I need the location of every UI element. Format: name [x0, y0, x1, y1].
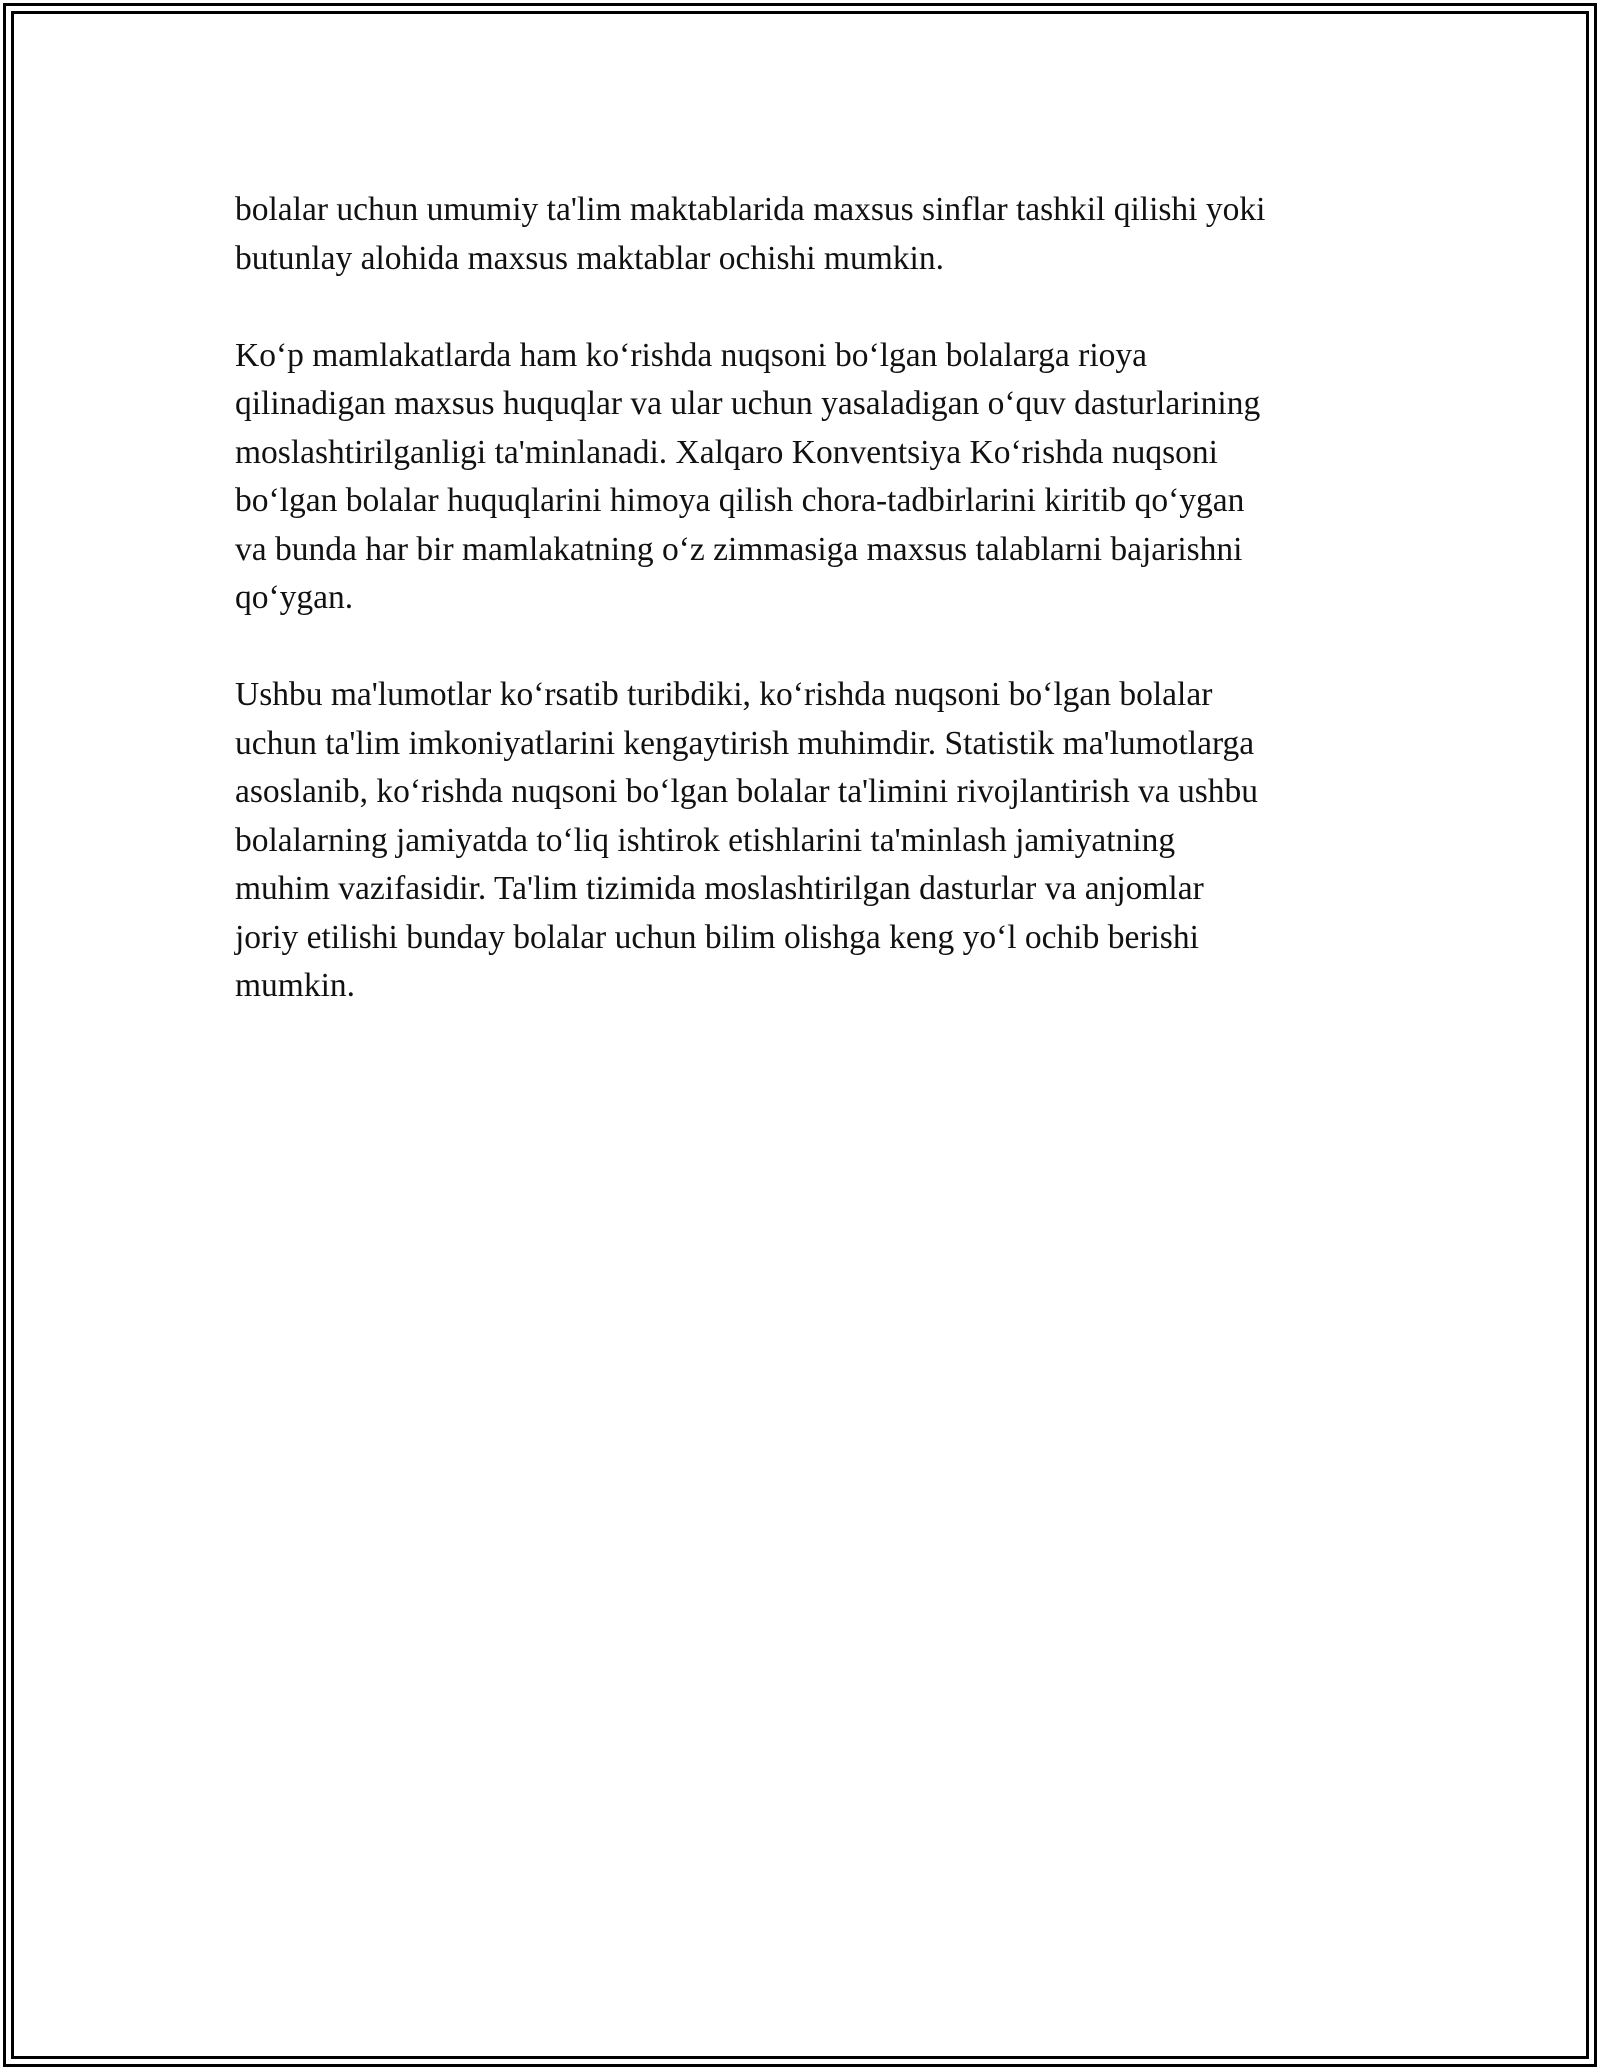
text-line: muhim vazifasidir. Ta'lim tizimida moslashtirilgan dasturlar va anjomlar [235, 870, 1204, 907]
paragraph-1 [235, 186, 1365, 283]
text-line: bolalarning jamiyatda to‘liq ishtirok etishlarini ta'minlash jamiyatning [235, 821, 1176, 859]
text-line: asoslanib, ko‘rishda nuqsoni bo‘lgan bolalar ta'limini rivojlantirish va ushbu [235, 773, 1258, 810]
text-line: uchun ta'lim imkoniyatlarini kengaytirish muhimdir. Statistik ma'lumotlarga [235, 724, 1255, 762]
text-line: moslashtirilganligi ta'minlanadi. Xalqaro Konventsiya Ko‘rishda nuqsoni [235, 433, 1218, 471]
text-line: Ko‘p mamlakatlarda ham ko‘rishda nuqsoni bo‘lgan bolalarga rioya [235, 336, 1147, 374]
text-line: qo‘ygan. [235, 579, 354, 616]
text-line: va bunda har bir mamlakatning o‘z zimmasiga maxsus talablarni bajarishni [235, 530, 1243, 568]
text-line: mumkin. [235, 967, 356, 1004]
text-line: qilinadigan maxsus huquqlar va ular uchun yasaladigan o‘quv dasturlarining [235, 385, 1261, 422]
text-line: joriy etilishi bunday bolalar uchun bilim olishga keng yo‘l ochib berishi [235, 918, 1199, 956]
text-line: bolalar uchun umumiy ta'lim maktablarida maxsus sinflar tashkil qilishi yoki [235, 191, 1266, 228]
document-body [235, 186, 1365, 1059]
text-line: butunlay alohida maxsus maktablar ochishi mumkin. [235, 239, 944, 277]
paragraph-3 [235, 671, 1365, 1011]
text-line: Ushbu ma'lumotlar ko‘rsatib turibdiki, ko‘rishda nuqsoni bo‘lgan bolalar [235, 676, 1213, 713]
text-line: bo‘lgan bolalar huquqlarini himoya qilish chora-tadbirlarini kiritib qo‘ygan [235, 482, 1245, 519]
paragraph-2 [235, 332, 1365, 623]
